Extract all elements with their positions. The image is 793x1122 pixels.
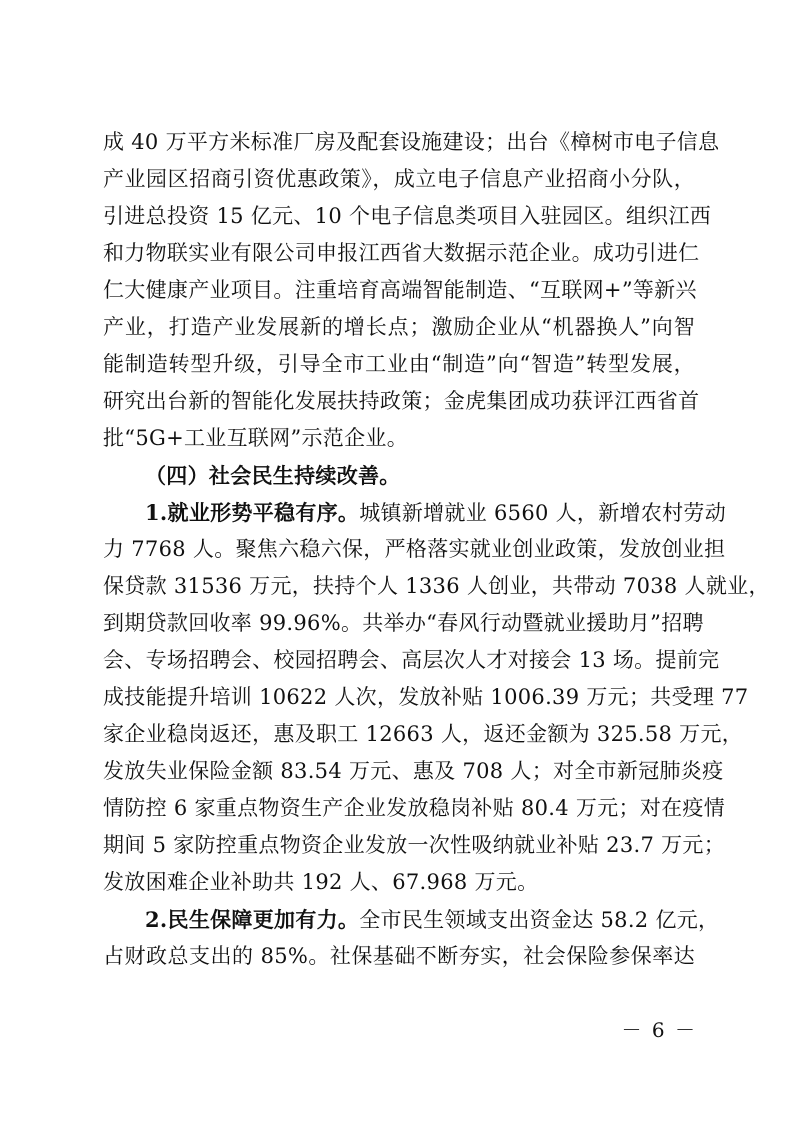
paragraph-line: 会、专场招聘会、校园招聘会、高层次人才对接会 13 场。提前完	[103, 648, 720, 672]
employment-heading: 1.就业形势平稳有序。	[145, 500, 360, 525]
paragraph-line: 发放困难企业补助共 192 人、67.968 万元。	[103, 870, 539, 894]
employment-first-line	[103, 494, 727, 531]
employment-first-line-text: 城镇新增就业 6560 人，新增农村劳动	[359, 501, 727, 525]
paragraph-line: 保贷款 31536 万元，扶持个人 1336 人创业，共带动 7038 人就业，	[103, 574, 770, 598]
paragraph-line: 期间 5 家防控重点物资企业发放一次性吸纳就业补贴 23.7 万元；	[103, 833, 726, 857]
paragraph-line: 家企业稳岗返还，惠及职工 12663 人，返还金额为 325.58 万元，	[103, 722, 744, 746]
paragraph-line: 引进总投资 15 亿元、10 个电子信息类项目入驻园区。组织江西	[103, 204, 712, 228]
paragraph-line: 占财政总支出的 85%。社保基础不断夯实，社会保险参保率达	[103, 944, 695, 968]
paragraph-line: 产业，打造产业发展新的增长点；激励企业从“机器换人”向智	[103, 315, 695, 339]
livelihood-first-line	[103, 901, 720, 938]
paragraph-line: 成技能提升培训 10622 人次，发放补贴 1006.39 万元；共受理 77	[103, 685, 749, 709]
paragraph-line: 产业园区招商引资优惠政策》，成立电子信息产业招商小分队，	[103, 167, 695, 191]
section-heading: （四）社会民生持续改善。	[145, 463, 401, 488]
paragraph-line: 和力物联实业有限公司申报江西省大数据示范企业。成功引进仁	[103, 241, 700, 265]
body-text	[103, 124, 770, 975]
paragraph-line: 力 7768 人。聚焦六稳六保，严格落实就业创业政策，发放创业担	[103, 537, 726, 561]
paragraph-line: 能制造转型升级，引导全市工业由“制造”向“智造”转型发展，	[103, 352, 695, 376]
paragraph-line: 发放失业保险金额 83.54 万元、惠及 708 人；对全市新冠肺炎疫	[103, 759, 724, 783]
livelihood-heading: 2.民生保障更加有力。	[145, 907, 360, 932]
paragraph-line: 研究出台新的智能化发展扶持政策；金虎集团成功获评江西省首	[103, 389, 700, 413]
paragraph-line: 成 40 万平方米标准厂房及配套设施建设；出台《樟树市电子信息	[103, 130, 720, 154]
livelihood-first-line-text: 全市民生领域支出资金达 58.2 亿元，	[359, 908, 720, 932]
paragraph-line: 批“5G+工业互联网”示范企业。	[103, 426, 409, 450]
paragraph-line: 到期贷款回收率 99.96%。共举办“春风行动暨就业援助月”招聘	[103, 611, 704, 635]
paragraph-line: 情防控 6 家重点物资生产企业发放稳岗补贴 80.4 万元；对在疫情	[103, 796, 726, 820]
page-number: － 6 －	[621, 1018, 697, 1042]
paragraph-line: 仁大健康产业项目。注重培育高端智能制造、“互联网+”等新兴	[103, 278, 697, 302]
